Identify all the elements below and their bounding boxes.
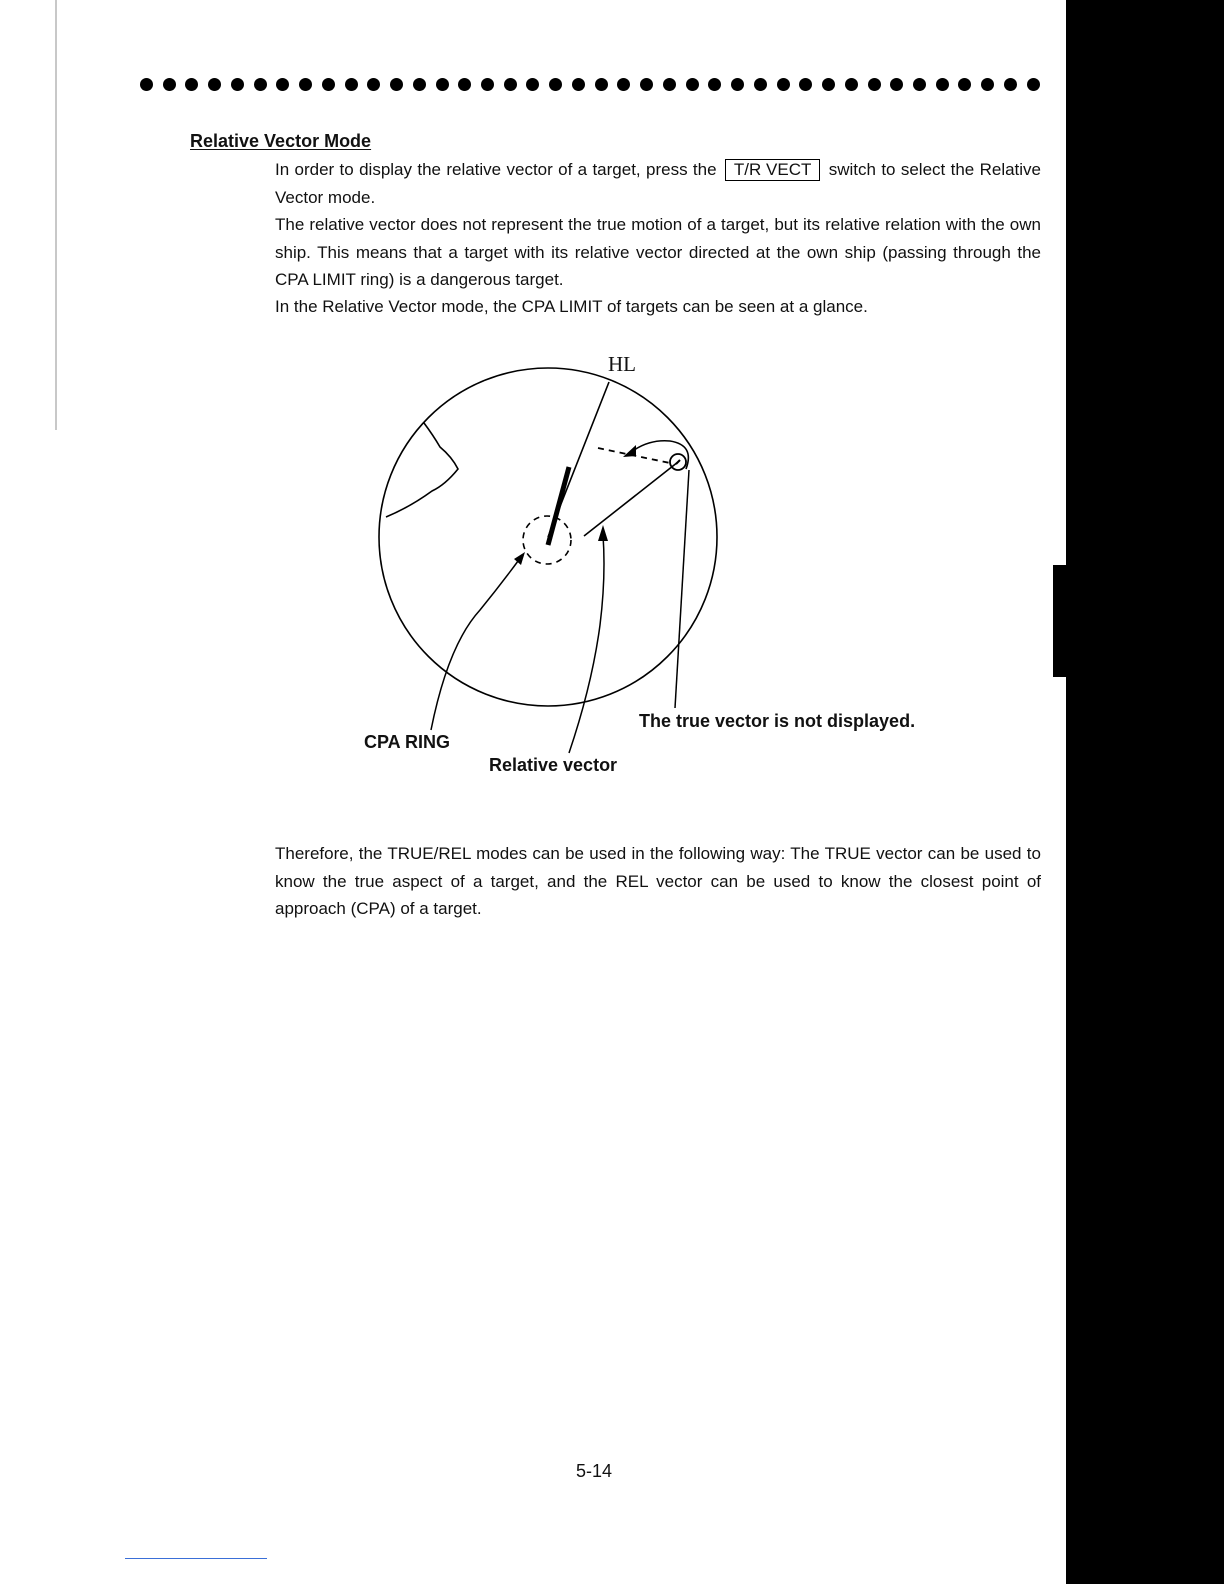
separator-dot <box>345 78 358 91</box>
separator-dot <box>504 78 517 91</box>
separator-dot <box>436 78 449 91</box>
separator-dot <box>617 78 630 91</box>
separator-dot <box>1027 78 1040 91</box>
separator-dot <box>208 78 221 91</box>
separator-dot <box>299 78 312 91</box>
separator-dot <box>936 78 949 91</box>
separator-dot <box>185 78 198 91</box>
paragraph-switch-instruction <box>275 156 1041 211</box>
separator-dot <box>367 78 380 91</box>
separator-dot <box>708 78 721 91</box>
separator-dot <box>458 78 471 91</box>
cpa-ring-leader <box>431 557 521 730</box>
separator-dot <box>481 78 494 91</box>
separator-dot <box>163 78 176 91</box>
separator-dot <box>640 78 653 91</box>
page-number: 5-14 <box>576 1461 613 1481</box>
separator-dot <box>549 78 562 91</box>
paragraph-text: switch to select the Relative Vector mode. <box>275 160 1041 207</box>
separator-dot <box>1004 78 1017 91</box>
separator-dot <box>526 78 539 91</box>
binding-margin-line <box>55 0 57 430</box>
cpa-ring-label: CPA RING <box>364 732 451 752</box>
scan-edge-bar <box>1066 0 1224 1584</box>
paragraph-relative-vector: The relative vector does not represent the true motion of a target, but its relative relation with the own ship. This means that a target with its relative vector directed at the own ship (passing through the CPA LIMIT ring) is a dangerous target. <box>275 215 1041 289</box>
relative-vector-label: Relative vector <box>489 755 618 775</box>
own-ship-vector <box>548 467 569 545</box>
paragraph-text: In order to display the relative vector of a target, press the <box>275 160 717 179</box>
separator-dot <box>845 78 858 91</box>
separator-dot <box>913 78 926 91</box>
rotation-arrow-head <box>623 445 636 457</box>
separator-dot <box>663 78 676 91</box>
section-heading: Relative Vector Mode <box>190 131 372 151</box>
separator-dot <box>777 78 790 91</box>
heading-line-label: HL <box>608 352 636 376</box>
separator-dot <box>231 78 244 91</box>
separator-dot <box>595 78 608 91</box>
separator-dot <box>322 78 335 91</box>
separator-dot <box>572 78 585 91</box>
separator-dot <box>868 78 881 91</box>
separator-dot <box>686 78 699 91</box>
separator-dot <box>822 78 835 91</box>
paragraph-cpa-limit: In the Relative Vector mode, the CPA LIMIT of targets can be seen at a glance. <box>275 297 868 316</box>
tr-vect-key: T/R VECT <box>725 159 820 181</box>
dotted-separator <box>140 73 1040 95</box>
separator-dot <box>413 78 426 91</box>
separator-dot <box>731 78 744 91</box>
true-vector-leader <box>675 470 689 708</box>
relative-vector-line <box>584 462 678 536</box>
separator-dot <box>981 78 994 91</box>
footer-rule <box>125 1558 267 1559</box>
separator-dot <box>390 78 403 91</box>
landmass-outline <box>386 423 458 517</box>
chapter-tab <box>1053 565 1067 677</box>
separator-dot <box>890 78 903 91</box>
true-vector-label: The true vector is not displayed. <box>639 711 916 731</box>
separator-dot <box>140 78 153 91</box>
separator-dot <box>276 78 289 91</box>
relative-vector-leader-arrow <box>598 525 608 541</box>
relative-vector-leader <box>569 535 604 753</box>
separator-dot <box>799 78 812 91</box>
separator-dot <box>254 78 267 91</box>
separator-dot <box>958 78 971 91</box>
paragraph-true-rel-usage: Therefore, the TRUE/REL modes can be used in the following way: The TRUE vector can be used to know the true aspect of a target, and the REL vector can be used to know the closest point of approach (CPA) of a target. <box>275 844 1041 918</box>
separator-dot <box>754 78 767 91</box>
